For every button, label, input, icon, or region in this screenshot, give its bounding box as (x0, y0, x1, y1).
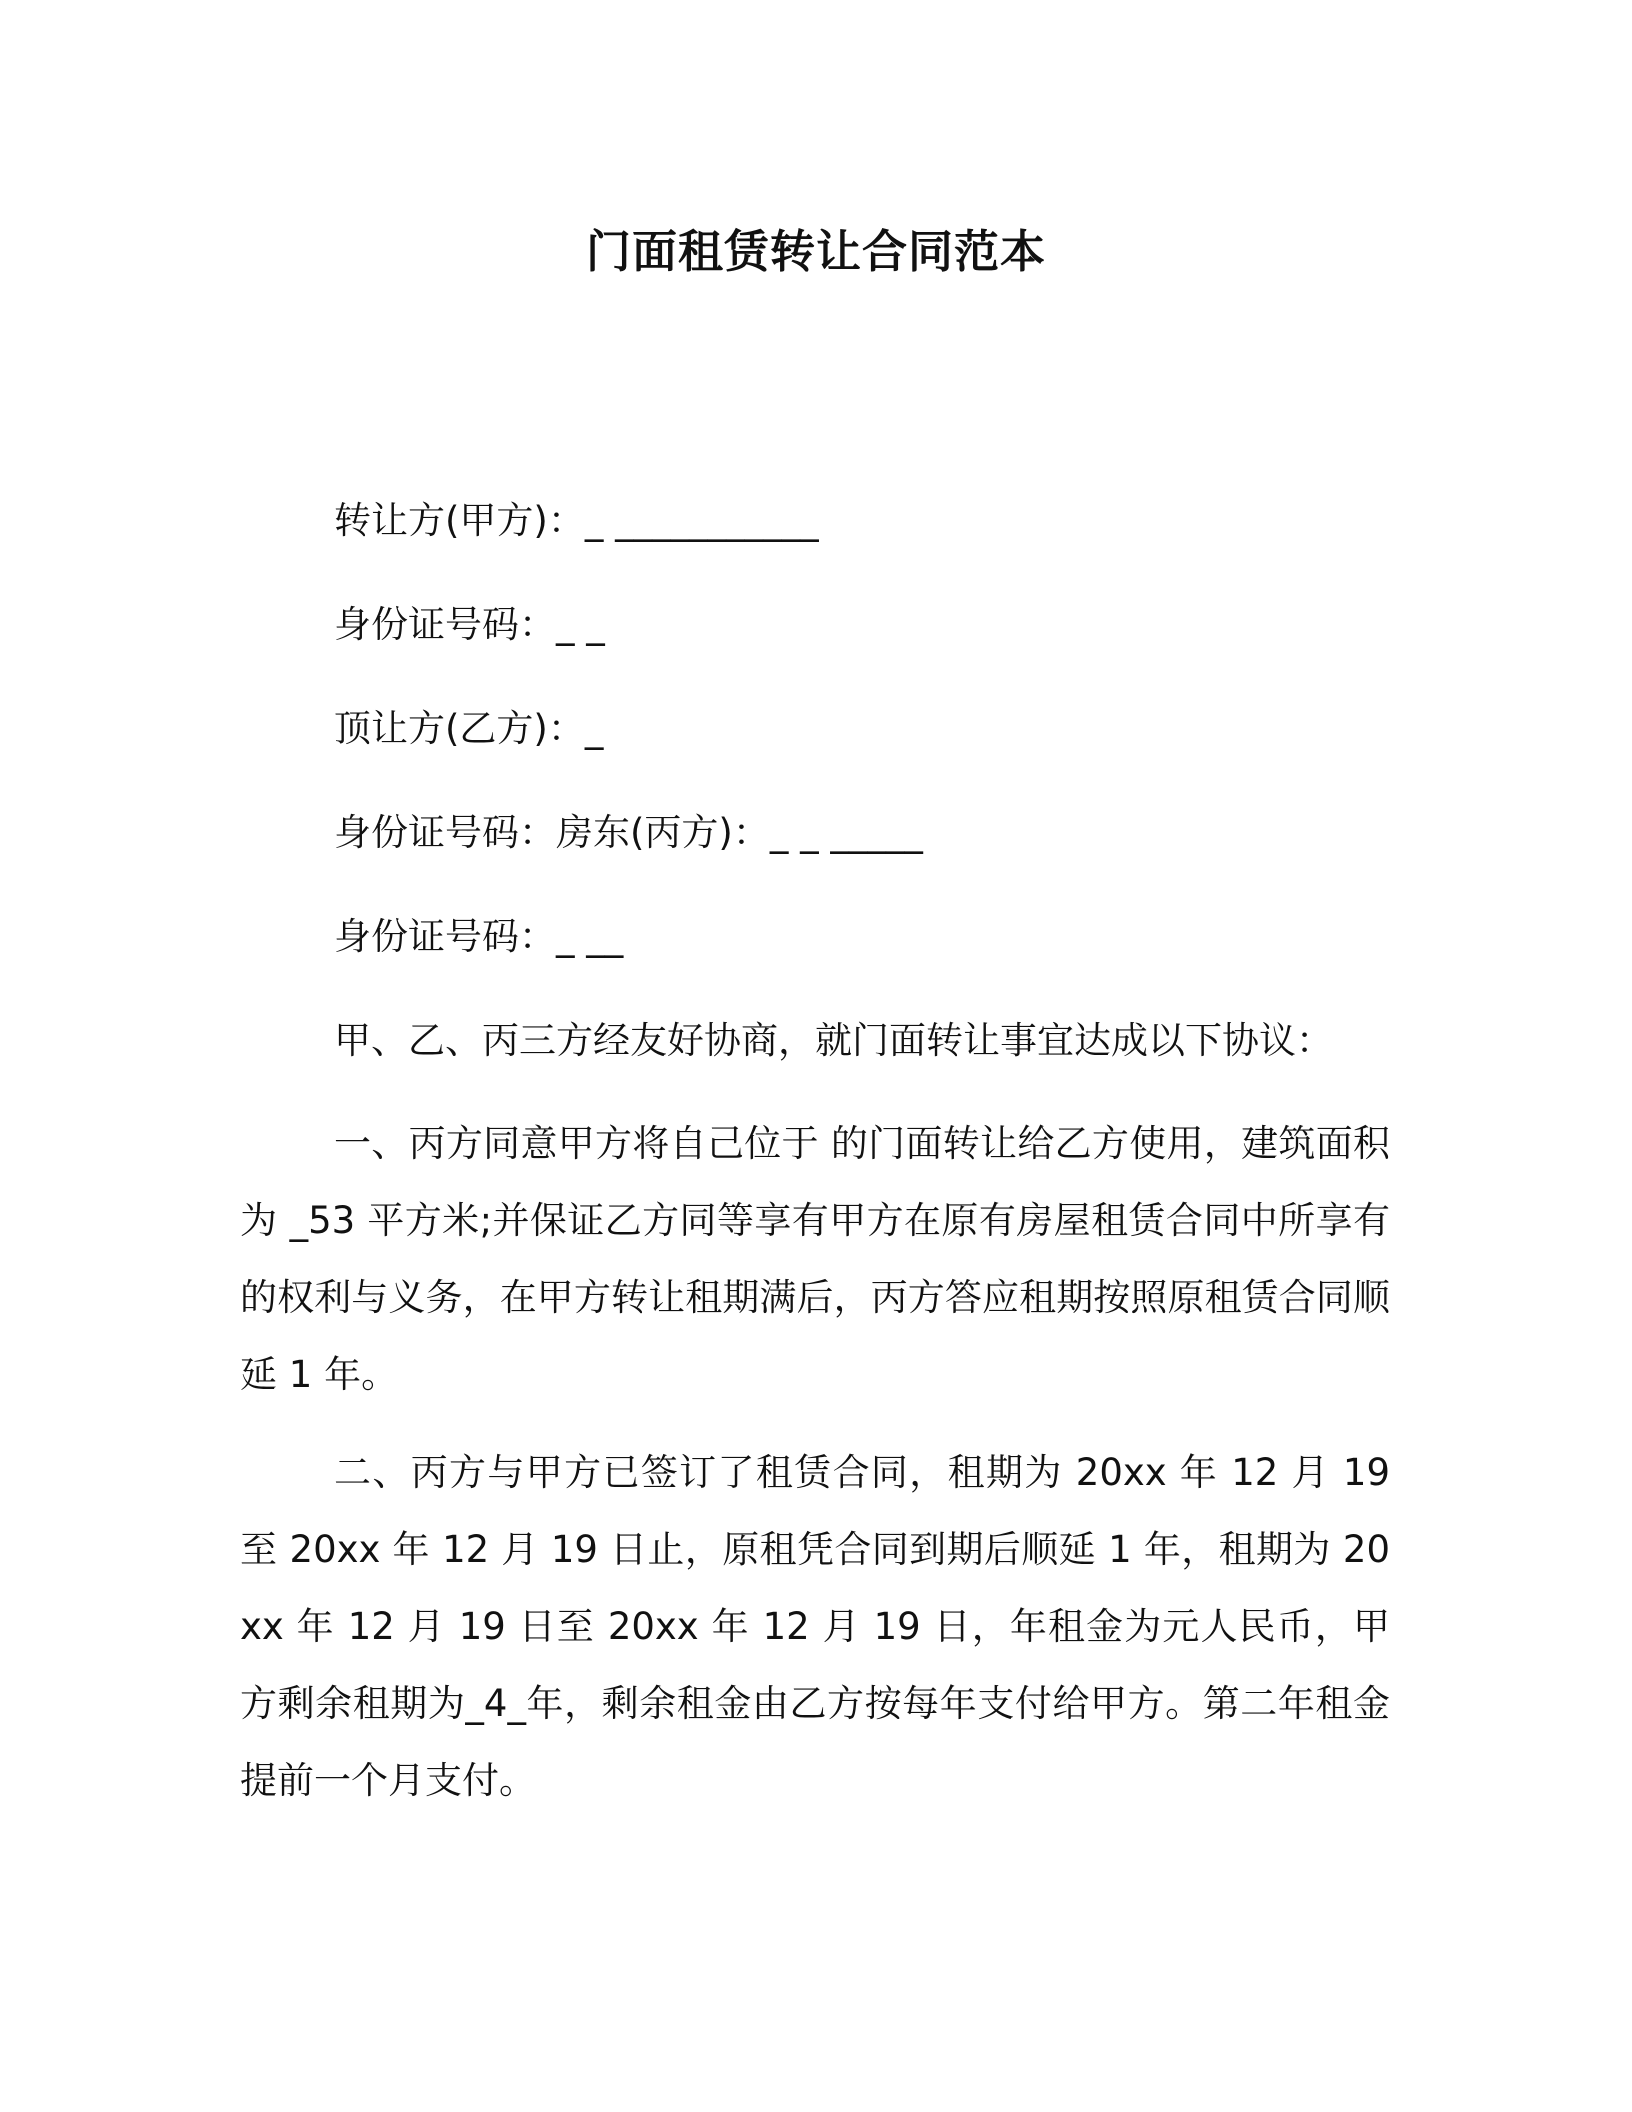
transferor-id-field: 身份证号码：_ _ (334, 603, 605, 646)
transferor-field: 转让方(甲方)：_ ___________ (334, 499, 819, 542)
clause-2: 二、丙方与甲方已签订了租赁合同，租期为 20xx 年 12 月 19 至 20xx 年 12 月 19 日止，原租凭合同到期后顺延 1 年，租期为 20xx 年 12 月 19 日至 20xx 年 12 月 19 日，年租金为元人民币，甲方剩余租期为_4_年，剩余租金由乙方按每年支付给甲方。第二年租金提前一个月支付。 (240, 1451, 1390, 1802)
clause-1: 一、丙方同意甲方将自己位于 的门面转让给乙方使用，建筑面积为 _53 平方米;并保证乙方同等享有甲方在原有房屋租赁合同中所享有的权利与义务，在甲方转让租期满后，丙方答应租期按照原租赁合同顺延 1 年。 (240, 1122, 1390, 1396)
transferee-field: 顶让方(乙方)：_ (334, 707, 604, 750)
landlord-id-field: 身份证号码：_ __ (334, 915, 624, 958)
transferee-id-landlord-field: 身份证号码：房东(丙方)：_ _ _____ (334, 811, 923, 854)
agreement-intro: 甲、乙、丙三方经友好协商，就门面转让事宜达成以下协议： (334, 1019, 1333, 1062)
document-title: 门面租赁转让合同范本 (585, 225, 1046, 278)
